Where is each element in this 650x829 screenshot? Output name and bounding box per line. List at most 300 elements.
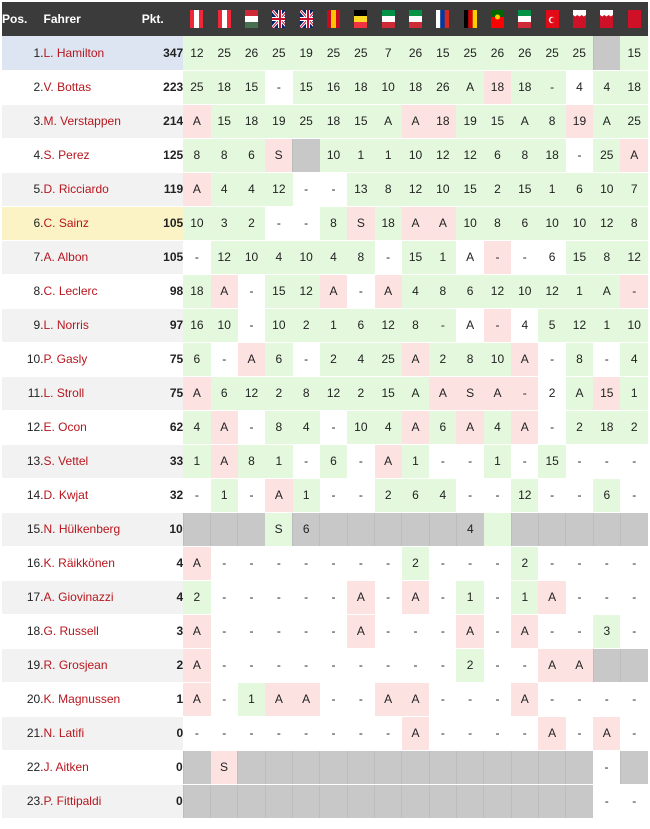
race-result-cell: - — [566, 546, 593, 580]
header-row — [2, 2, 648, 36]
race-result-cell: - — [347, 444, 374, 478]
race-result-cell: A — [183, 172, 210, 206]
race-result-cell — [293, 750, 320, 784]
race-result-cell: 2 — [402, 546, 429, 580]
race-result-cell: - — [265, 546, 292, 580]
race-result-cell: 4 — [211, 172, 238, 206]
race-result-cell: 18 — [375, 206, 402, 240]
driver-name-link[interactable]: R. Grosjean — [44, 648, 142, 682]
race-result-cell: 1 — [620, 376, 648, 410]
race-result-cell: - — [538, 682, 565, 716]
race-result-cell — [211, 512, 238, 546]
race-result-cell — [511, 750, 538, 784]
italy-flag-icon — [409, 10, 422, 28]
race-result-cell: 1 — [538, 172, 565, 206]
race-result-cell: 10 — [511, 274, 538, 308]
points-cell: 214 — [142, 104, 184, 138]
table-row — [2, 580, 648, 614]
race-result-cell — [347, 750, 374, 784]
race-result-cell: 1 — [293, 478, 320, 512]
header-points: Pkt. — [141, 12, 164, 26]
race-result-cell: 26 — [238, 36, 265, 70]
points-cell: 105 — [142, 206, 184, 240]
race-result-cell: - — [347, 478, 374, 512]
race-result-cell: A — [183, 614, 210, 648]
driver-name-link[interactable]: C. Leclerc — [44, 274, 142, 308]
race-result-cell: - — [265, 648, 292, 682]
race-result-cell: - — [238, 648, 265, 682]
table-row — [2, 172, 648, 206]
race-result-cell: - — [293, 172, 320, 206]
race-result-cell: 12 — [402, 172, 429, 206]
race-result-cell: - — [375, 240, 402, 274]
position-cell: 15. — [2, 512, 44, 546]
race-result-cell: 6 — [238, 138, 265, 172]
race-result-cell: - — [429, 614, 456, 648]
race-result-cell: 1 — [375, 138, 402, 172]
race-result-cell: 10 — [265, 308, 292, 342]
race-result-cell: 8 — [238, 444, 265, 478]
race-result-cell: 8 — [402, 308, 429, 342]
race-result-cell: 1 — [429, 240, 456, 274]
race-result-cell: - — [538, 614, 565, 648]
race-result-cell: A — [293, 682, 320, 716]
race-header-2 — [211, 2, 238, 36]
race-result-cell: 4 — [238, 172, 265, 206]
table-row — [2, 682, 648, 716]
driver-name-link[interactable]: A. Albon — [44, 240, 142, 274]
position-cell: 12. — [2, 410, 44, 444]
table-row — [2, 444, 648, 478]
race-result-cell: - — [347, 274, 374, 308]
driver-name-link[interactable]: L. Stroll — [44, 376, 142, 410]
race-result-cell: - — [429, 580, 456, 614]
race-result-cell — [320, 750, 347, 784]
race-result-cell: 10 — [183, 206, 210, 240]
race-result-cell: - — [593, 546, 620, 580]
race-result-cell: - — [484, 648, 511, 682]
race-result-cell: S — [456, 376, 483, 410]
race-result-cell: - — [211, 648, 238, 682]
race-result-cell: 15 — [265, 274, 292, 308]
race-result-cell: 1 — [183, 444, 210, 478]
driver-name-link[interactable]: K. Räikkönen — [44, 546, 142, 580]
race-result-cell: - — [538, 546, 565, 580]
race-result-cell: - — [375, 614, 402, 648]
race-result-cell: 18 — [429, 104, 456, 138]
race-result-cell: A — [402, 580, 429, 614]
race-result-cell: 12 — [620, 240, 648, 274]
driver-name-link[interactable]: V. Bottas — [44, 70, 142, 104]
race-result-cell: 15 — [211, 104, 238, 138]
race-result-cell: 4 — [347, 342, 374, 376]
position-cell: 18. — [2, 614, 44, 648]
race-result-cell: - — [538, 342, 565, 376]
race-result-cell — [484, 784, 511, 818]
race-result-cell: 19 — [265, 104, 292, 138]
race-result-cell: - — [375, 546, 402, 580]
race-result-cell — [511, 512, 538, 546]
driver-name-link[interactable]: K. Magnussen — [44, 682, 142, 716]
race-result-cell: A — [183, 648, 210, 682]
race-result-cell: 8 — [375, 172, 402, 206]
race-result-cell: 25 — [265, 36, 292, 70]
race-result-cell: 2 — [320, 342, 347, 376]
points-cell: 119 — [142, 172, 184, 206]
race-result-cell: A — [593, 104, 620, 138]
race-result-cell: - — [238, 614, 265, 648]
points-cell: 75 — [142, 342, 184, 376]
race-result-cell: - — [593, 580, 620, 614]
race-result-cell: 15 — [484, 104, 511, 138]
race-result-cell — [402, 750, 429, 784]
position-cell: 2. — [2, 70, 44, 104]
race-result-cell: A — [238, 342, 265, 376]
points-cell: 0 — [142, 716, 184, 750]
race-result-cell: A — [375, 682, 402, 716]
race-result-cell: A — [402, 104, 429, 138]
race-result-cell: - — [429, 546, 456, 580]
driver-name-link[interactable]: P. Gasly — [44, 342, 142, 376]
race-result-cell: 26 — [429, 70, 456, 104]
race-result-cell: A — [402, 410, 429, 444]
belgium-flag-icon — [354, 10, 367, 28]
position-cell: 3. — [2, 104, 44, 138]
race-result-cell: A — [211, 274, 238, 308]
driver-name-link[interactable]: J. Aitken — [44, 750, 142, 784]
table-row — [2, 206, 648, 240]
race-result-cell: 4 — [293, 410, 320, 444]
race-result-cell: 1 — [402, 444, 429, 478]
race-result-cell: 8 — [211, 138, 238, 172]
race-result-cell: 25 — [538, 36, 565, 70]
race-result-cell: 1 — [238, 682, 265, 716]
race-result-cell: 2 — [183, 580, 210, 614]
driver-name-link[interactable]: G. Russell — [44, 614, 142, 648]
race-result-cell: 15 — [375, 376, 402, 410]
race-result-cell: - — [293, 614, 320, 648]
race-result-cell: 15 — [566, 240, 593, 274]
race-result-cell: - — [320, 410, 347, 444]
race-result-cell: - — [484, 478, 511, 512]
driver-name-link[interactable]: L. Norris — [44, 308, 142, 342]
race-result-cell: A — [456, 410, 483, 444]
race-result-cell: 2 — [620, 410, 648, 444]
race-result-cell — [593, 36, 620, 70]
race-result-cell: - — [402, 614, 429, 648]
race-result-cell: - — [265, 716, 292, 750]
race-result-cell: - — [347, 682, 374, 716]
race-result-cell: 1 — [456, 580, 483, 614]
race-result-cell: - — [566, 682, 593, 716]
race-result-cell: 6 — [211, 376, 238, 410]
race-result-cell: 8 — [538, 104, 565, 138]
race-result-cell: - — [211, 614, 238, 648]
table-row — [2, 512, 648, 546]
race-result-cell: - — [238, 478, 265, 512]
race-result-cell: - — [375, 648, 402, 682]
points-cell: 32 — [142, 478, 184, 512]
race-result-cell — [183, 512, 210, 546]
race-result-cell: 26 — [511, 36, 538, 70]
race-result-cell: 8 — [320, 206, 347, 240]
race-result-cell: 12 — [238, 376, 265, 410]
race-result-cell: 12 — [183, 36, 210, 70]
driver-name-link[interactable]: E. Ocon — [44, 410, 142, 444]
race-result-cell — [402, 784, 429, 818]
race-result-cell: - — [620, 580, 648, 614]
hungary-flag-icon — [245, 10, 258, 28]
race-result-cell — [538, 784, 565, 818]
race-result-cell: 15 — [593, 376, 620, 410]
points-cell: 223 — [142, 70, 184, 104]
race-header-13 — [511, 2, 538, 36]
race-result-cell: - — [320, 546, 347, 580]
race-result-cell: 2 — [429, 342, 456, 376]
race-result-cell: 18 — [347, 70, 374, 104]
race-result-cell: 8 — [456, 342, 483, 376]
driver-name-link[interactable]: N. Latifi — [44, 716, 142, 750]
points-cell: 347 — [142, 36, 184, 70]
points-cell: 10 — [142, 512, 184, 546]
race-result-cell: 4 — [511, 308, 538, 342]
race-result-cell: - — [429, 648, 456, 682]
driver-name-link[interactable]: C. Sainz — [44, 206, 142, 240]
race-result-cell: 15 — [456, 172, 483, 206]
race-result-cell: - — [593, 682, 620, 716]
race-result-cell: 13 — [347, 172, 374, 206]
race-result-cell: 4 — [183, 410, 210, 444]
race-result-cell: - — [320, 682, 347, 716]
points-cell: 2 — [142, 648, 184, 682]
standings-table — [2, 2, 648, 819]
race-result-cell: - — [620, 444, 648, 478]
race-result-cell: - — [511, 648, 538, 682]
race-result-cell — [211, 784, 238, 818]
race-result-cell: - — [511, 376, 538, 410]
race-result-cell: 25 — [456, 36, 483, 70]
position-cell: 20. — [2, 682, 44, 716]
header-driver: Fahrer — [43, 12, 81, 26]
race-result-cell — [320, 784, 347, 818]
race-result-cell: 26 — [402, 36, 429, 70]
race-result-cell: - — [620, 478, 648, 512]
race-result-cell — [593, 512, 620, 546]
race-result-cell: 18 — [238, 104, 265, 138]
race-result-cell: 2 — [566, 410, 593, 444]
race-result-cell — [402, 512, 429, 546]
race-result-cell: 12 — [293, 274, 320, 308]
race-result-cell: - — [211, 716, 238, 750]
race-result-cell: - — [429, 308, 456, 342]
race-result-cell: 25 — [347, 36, 374, 70]
position-cell: 9. — [2, 308, 44, 342]
race-result-cell: 10 — [347, 410, 374, 444]
race-result-cell: 12 — [320, 376, 347, 410]
race-result-cell: 18 — [538, 138, 565, 172]
turkey-flag-icon — [546, 10, 559, 28]
race-result-cell: 6 — [538, 240, 565, 274]
position-cell: 19. — [2, 648, 44, 682]
race-result-cell: 16 — [183, 308, 210, 342]
great-britain-flag-icon — [272, 10, 285, 28]
race-result-cell: 6 — [566, 172, 593, 206]
race-result-cell: - — [183, 240, 210, 274]
race-result-cell: 12 — [456, 138, 483, 172]
race-result-cell: 18 — [402, 70, 429, 104]
spain-flag-icon — [327, 10, 340, 28]
race-result-cell: - — [320, 478, 347, 512]
race-result-cell — [620, 750, 648, 784]
race-result-cell: 12 — [593, 206, 620, 240]
austria-flag-icon — [190, 10, 203, 28]
race-result-cell — [566, 512, 593, 546]
race-result-cell: - — [293, 546, 320, 580]
position-cell: 11. — [2, 376, 44, 410]
race-result-cell — [593, 648, 620, 682]
race-result-cell: A — [402, 342, 429, 376]
race-result-cell: 2 — [484, 172, 511, 206]
race-result-cell: A — [375, 104, 402, 138]
race-result-cell: 12 — [265, 172, 292, 206]
race-result-cell: 10 — [320, 138, 347, 172]
race-result-cell — [484, 750, 511, 784]
race-result-cell: A — [593, 716, 620, 750]
race-result-cell: 19 — [293, 36, 320, 70]
race-result-cell: - — [566, 444, 593, 478]
race-result-cell: - — [293, 648, 320, 682]
race-result-cell: 15 — [538, 444, 565, 478]
table-row — [2, 614, 648, 648]
table-row — [2, 410, 648, 444]
race-header-16 — [593, 2, 620, 36]
points-cell: 1 — [142, 682, 184, 716]
race-header-11 — [456, 2, 483, 36]
race-result-cell: - — [293, 342, 320, 376]
race-result-cell: - — [484, 682, 511, 716]
driver-name-link[interactable]: P. Fittipaldi — [44, 784, 142, 818]
race-result-cell: - — [211, 342, 238, 376]
driver-name-link[interactable]: L. Hamilton — [44, 36, 142, 70]
race-result-cell: 2 — [511, 546, 538, 580]
race-result-cell: - — [456, 716, 483, 750]
driver-name-link[interactable]: S. Perez — [44, 138, 142, 172]
great-britain-flag-icon — [300, 10, 313, 28]
race-result-cell — [347, 512, 374, 546]
table-row — [2, 70, 648, 104]
points-cell: 105 — [142, 240, 184, 274]
race-result-cell — [538, 512, 565, 546]
race-result-cell: 25 — [293, 104, 320, 138]
points-cell: 62 — [142, 410, 184, 444]
race-result-cell: - — [293, 206, 320, 240]
race-result-cell — [320, 512, 347, 546]
race-result-cell: A — [566, 648, 593, 682]
race-result-cell: 15 — [620, 36, 648, 70]
race-result-cell — [566, 784, 593, 818]
race-result-cell: - — [620, 546, 648, 580]
position-cell: 7. — [2, 240, 44, 274]
race-header-1 — [183, 2, 210, 36]
race-result-cell: - — [375, 716, 402, 750]
race-result-cell: A — [456, 614, 483, 648]
position-cell: 10. — [2, 342, 44, 376]
race-result-cell: - — [593, 342, 620, 376]
position-cell: 23. — [2, 784, 44, 818]
points-cell: 97 — [142, 308, 184, 342]
race-header-10 — [429, 2, 456, 36]
race-result-cell: 6 — [511, 206, 538, 240]
driver-name-link[interactable]: S. Vettel — [44, 444, 142, 478]
race-result-cell: 25 — [593, 138, 620, 172]
race-result-cell: 12 — [375, 308, 402, 342]
race-result-cell: 3 — [593, 614, 620, 648]
race-result-cell: A — [347, 614, 374, 648]
race-result-cell: A — [538, 648, 565, 682]
race-result-cell: A — [183, 682, 210, 716]
italy-flag-icon — [518, 10, 531, 28]
race-result-cell: - — [238, 716, 265, 750]
race-result-cell: - — [593, 750, 620, 784]
race-result-cell: 1 — [320, 308, 347, 342]
race-result-cell: 10 — [293, 240, 320, 274]
race-result-cell: 19 — [456, 104, 483, 138]
driver-name-link[interactable]: D. Kwjat — [44, 478, 142, 512]
race-header-5 — [293, 2, 320, 36]
race-result-cell: 25 — [620, 104, 648, 138]
germany-flag-icon — [464, 10, 477, 28]
race-result-cell: - — [211, 682, 238, 716]
race-result-cell: 1 — [211, 478, 238, 512]
race-result-cell: 6 — [265, 342, 292, 376]
driver-name-link[interactable]: M. Verstappen — [44, 104, 142, 138]
position-cell: 4. — [2, 138, 44, 172]
race-result-cell: 7 — [375, 36, 402, 70]
race-result-cell: - — [183, 478, 210, 512]
driver-name-link[interactable]: N. Hülkenberg — [44, 512, 142, 546]
race-result-cell: 1 — [511, 580, 538, 614]
race-result-cell: 8 — [484, 206, 511, 240]
race-header-17 — [620, 2, 648, 36]
race-result-cell: - — [211, 546, 238, 580]
race-result-cell: 8 — [265, 410, 292, 444]
position-cell: 22. — [2, 750, 44, 784]
race-result-cell: 1 — [265, 444, 292, 478]
race-result-cell: 4 — [593, 70, 620, 104]
race-result-cell: 16 — [320, 70, 347, 104]
table-row — [2, 750, 648, 784]
race-result-cell: 10 — [429, 172, 456, 206]
driver-name-link[interactable]: A. Giovinazzi — [44, 580, 142, 614]
race-result-cell: 8 — [183, 138, 210, 172]
race-result-cell: - — [511, 716, 538, 750]
race-result-cell: 12 — [566, 308, 593, 342]
race-result-cell: - — [265, 614, 292, 648]
race-header-12 — [484, 2, 511, 36]
race-result-cell — [238, 750, 265, 784]
race-result-cell: A — [402, 716, 429, 750]
race-result-cell — [265, 750, 292, 784]
race-result-cell: A — [456, 240, 483, 274]
race-result-cell: 1 — [566, 274, 593, 308]
race-result-cell: 10 — [375, 70, 402, 104]
driver-name-link[interactable]: D. Ricciardo — [44, 172, 142, 206]
race-result-cell: A — [402, 682, 429, 716]
position-cell: 13. — [2, 444, 44, 478]
race-result-cell: - — [429, 716, 456, 750]
race-result-cell: 18 — [620, 70, 648, 104]
race-result-cell: 10 — [211, 308, 238, 342]
